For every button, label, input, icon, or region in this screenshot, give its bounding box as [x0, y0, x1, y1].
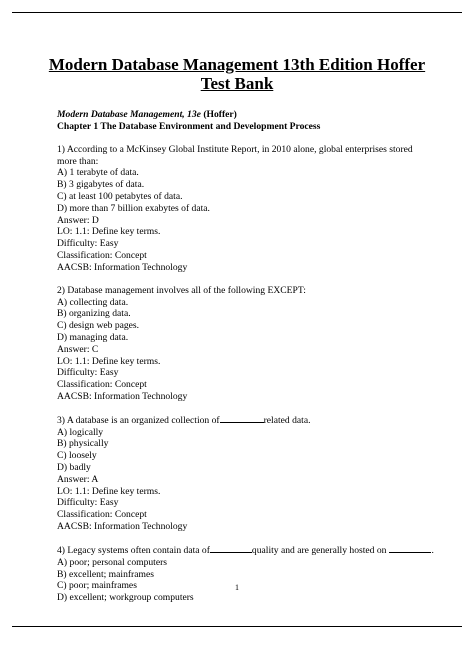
difficulty: Difficulty: Easy	[57, 497, 119, 509]
book-author: (Hoffer)	[203, 109, 237, 120]
option-d: D) excellent; workgroup computers	[57, 592, 194, 604]
option-b: B) organizing data.	[57, 308, 131, 320]
aacsb: AACSB: Information Technology	[57, 390, 188, 402]
classification: Classification: Concept	[57, 509, 147, 521]
option-a: A) poor; personal computers	[57, 556, 168, 568]
option-b: B) 3 gigabytes of data.	[57, 179, 145, 191]
answer: Answer: D	[57, 214, 99, 226]
question-stem	[57, 414, 437, 427]
option-c: C) design web pages.	[57, 320, 140, 332]
learning-objective: LO: 1.1: Define key terms.	[57, 485, 161, 497]
stem-text-mid: quality and are generally hosted on	[251, 545, 387, 557]
top-rule	[12, 12, 462, 13]
question-3	[57, 414, 437, 533]
title-line-2: Test Bank	[200, 74, 274, 93]
option-a: A) 1 terabyte of data.	[57, 167, 139, 179]
book-heading	[57, 109, 437, 121]
option-b: B) physically	[57, 438, 109, 450]
option-d: D) badly	[57, 462, 91, 474]
question-stem-cont: more than:	[57, 155, 99, 167]
option-c: C) loosely	[57, 450, 97, 462]
page-number: 1	[235, 583, 239, 592]
question-2	[57, 285, 437, 403]
question-stem: 1) According to a McKinsey Global Institute Report, in 2010 alone, global enterprises stored	[57, 143, 413, 155]
answer-blank	[210, 544, 252, 553]
document-title	[0, 55, 474, 93]
stem-text: 3) A database is an organized collection of	[57, 414, 220, 426]
answer-blank	[389, 544, 431, 553]
stem-text-end: related data.	[263, 414, 311, 426]
test-bank-content	[57, 109, 437, 604]
classification: Classification: Concept	[57, 249, 147, 261]
option-c: C) poor; mainframes	[57, 580, 137, 592]
learning-objective: LO: 1.1: Define key terms.	[57, 226, 161, 238]
answer-blank	[220, 414, 264, 423]
bottom-rule	[12, 626, 462, 627]
aacsb: AACSB: Information Technology	[57, 261, 188, 273]
difficulty: Difficulty: Easy	[57, 238, 119, 250]
stem-text: 4) Legacy systems often contain data of	[57, 545, 210, 557]
question-1	[57, 144, 437, 274]
title-line-1: Modern Database Management 13th Edition Hoffer	[48, 55, 426, 74]
option-b: B) excellent; mainframes	[57, 568, 154, 580]
learning-objective: LO: 1.1: Define key terms.	[57, 355, 161, 367]
chapter-heading: Chapter 1 The Database Environment and Development Process	[57, 120, 321, 132]
stem-text-end: .	[431, 545, 434, 557]
difficulty: Difficulty: Easy	[57, 367, 119, 379]
answer: Answer: A	[57, 473, 99, 485]
question-4	[57, 544, 437, 604]
classification: Classification: Concept	[57, 379, 147, 391]
aacsb: AACSB: Information Technology	[57, 521, 188, 533]
option-c: C) at least 100 petabytes of data.	[57, 190, 183, 202]
option-d: D) more than 7 billion exabytes of data.	[57, 202, 210, 214]
answer: Answer: C	[57, 343, 99, 355]
question-stem: 2) Database management involves all of the following EXCEPT:	[57, 284, 306, 296]
option-a: A) logically	[57, 426, 104, 438]
question-stem	[57, 544, 437, 557]
option-a: A) collecting data.	[57, 296, 129, 308]
book-title: Modern Database Management, 13e	[57, 109, 201, 120]
option-d: D) managing data.	[57, 331, 129, 343]
